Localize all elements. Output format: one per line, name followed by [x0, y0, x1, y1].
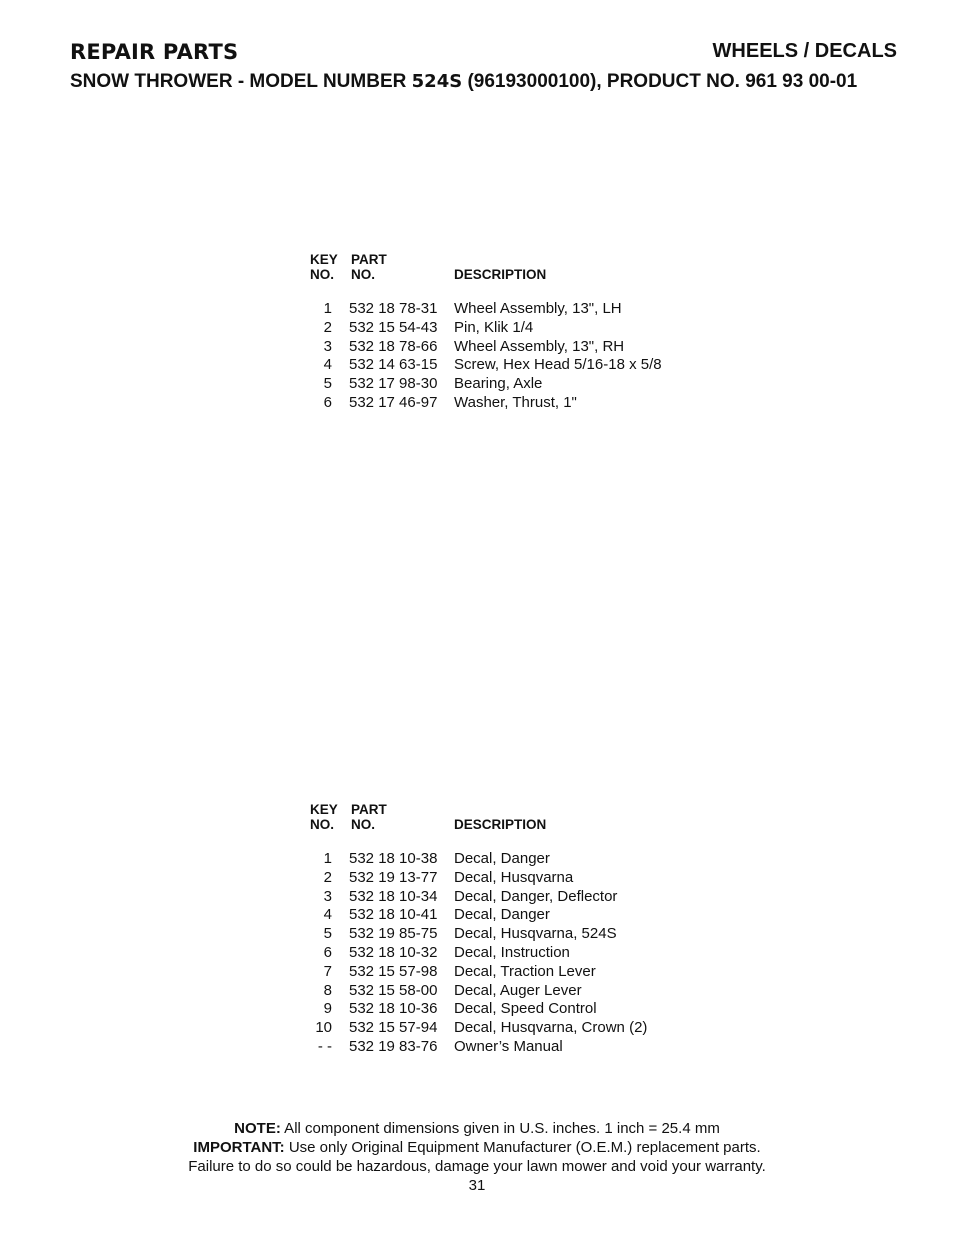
- page-topic: WHEELS / DECALS: [712, 40, 897, 62]
- description-header: DESCRIPTION: [454, 267, 547, 282]
- part-description: Decal, Danger, Deflector: [454, 887, 618, 905]
- note-text: All component dimensions given in U.S. inches. 1 inch = 25.4 mm: [280, 1120, 720, 1137]
- part-description: Decal, Auger Lever: [454, 981, 582, 999]
- table-row: [306, 319, 706, 338]
- decals-parts-table: [306, 802, 706, 1057]
- key-number: 5: [323, 925, 332, 943]
- part-number: 532 18 78-66: [349, 337, 438, 355]
- key-number: 10: [315, 1019, 332, 1037]
- note-label: NOTE:: [234, 1120, 281, 1137]
- model-number: 524S: [411, 71, 463, 92]
- table-row: [306, 944, 706, 963]
- key-number: 8: [323, 981, 332, 999]
- key-number: 3: [323, 887, 332, 905]
- table-row: [306, 1019, 706, 1038]
- description-header: DESCRIPTION: [454, 817, 547, 832]
- part-description: Decal, Husqvarna: [454, 868, 574, 886]
- part-no-header: PART NO.: [351, 802, 387, 832]
- part-number: 532 19 83-76: [349, 1037, 438, 1055]
- table-row: [306, 850, 706, 869]
- page-number: 31: [468, 1177, 486, 1194]
- model-subtitle: [70, 71, 857, 93]
- part-number: 532 17 46-97: [349, 393, 438, 411]
- part-description: Bearing, Axle: [454, 375, 543, 393]
- key-number: 5: [323, 375, 332, 393]
- table-row: [306, 375, 706, 394]
- part-description: Decal, Speed Control: [454, 1000, 597, 1018]
- table-row: [306, 869, 706, 888]
- key-number: 2: [323, 318, 332, 336]
- part-no-header: PART NO.: [351, 252, 387, 282]
- decals-rows: [306, 850, 706, 1057]
- key-no-header: KEY NO.: [310, 802, 338, 832]
- part-description: Wheel Assembly, 13", LH: [454, 300, 622, 317]
- note-line: [0, 1119, 954, 1138]
- table-row: [306, 338, 706, 357]
- table-row: [306, 963, 706, 982]
- part-number: 532 15 57-98: [349, 962, 438, 980]
- part-description: Wheel Assembly, 13", RH: [454, 337, 625, 355]
- part-number: 532 18 10-36: [349, 1000, 438, 1018]
- part-number: 532 14 63-15: [349, 356, 438, 374]
- key-number: 3: [323, 337, 332, 355]
- part-description: Decal, Danger: [454, 906, 550, 924]
- part-description: Pin, Klik 1/4: [454, 318, 534, 336]
- key-number: 1: [323, 850, 332, 867]
- part-number: 532 15 57-94: [349, 1019, 438, 1037]
- important-text: Use only Original Equipment Manufacturer (O.E.M.) replacement parts.: [284, 1139, 761, 1156]
- table-row: [306, 982, 706, 1001]
- key-number: 7: [323, 962, 332, 980]
- key-number: 1: [323, 300, 332, 317]
- table-row: [306, 925, 706, 944]
- part-description: Decal, Husqvarna, Crown (2): [454, 1019, 648, 1037]
- part-number: 532 18 78-31: [349, 300, 438, 317]
- key-number: - -: [317, 1037, 332, 1055]
- table-row: [306, 300, 706, 319]
- subtitle-prefix: SNOW THROWER - MODEL NUMBER: [70, 71, 412, 92]
- table-row: [306, 1000, 706, 1019]
- table-row: [306, 356, 706, 375]
- key-number: 4: [323, 356, 332, 374]
- footer-notes: [0, 1119, 954, 1195]
- wheels-rows: [306, 300, 706, 413]
- part-description: Decal, Husqvarna, 524S: [454, 925, 617, 943]
- section-title: REPAIR PARTS: [70, 40, 239, 64]
- table-row: [306, 1038, 706, 1057]
- table-row: [306, 888, 706, 907]
- part-description: Screw, Hex Head 5/16-18 x 5/8: [454, 356, 662, 374]
- key-number: 6: [323, 943, 332, 961]
- part-description: Decal, Danger: [454, 850, 550, 867]
- part-description: Washer, Thrust, 1": [454, 393, 577, 411]
- part-number: 532 17 98-30: [349, 375, 438, 393]
- part-number: 532 18 10-41: [349, 906, 438, 924]
- important-label: IMPORTANT:: [193, 1139, 285, 1156]
- subtitle-suffix: (96193000100), PRODUCT NO. 961 93 00-01: [462, 71, 858, 92]
- warning-line: Failure to do so could be hazardous, damage your lawn mower and void your warranty.: [188, 1158, 766, 1175]
- part-number: 532 18 10-34: [349, 887, 438, 905]
- part-number: 532 19 85-75: [349, 925, 438, 943]
- part-description: Decal, Traction Lever: [454, 962, 596, 980]
- wheels-parts-table: [306, 252, 706, 413]
- key-number: 2: [323, 868, 332, 886]
- key-no-header: KEY NO.: [310, 252, 338, 282]
- table-header: [306, 802, 706, 836]
- part-number: 532 19 13-77: [349, 868, 438, 886]
- part-description: Decal, Instruction: [454, 943, 570, 961]
- important-line: [0, 1138, 954, 1157]
- table-row: [306, 906, 706, 925]
- part-number: 532 15 54-43: [349, 318, 438, 336]
- part-number: 532 18 10-38: [349, 850, 438, 867]
- part-number: 532 15 58-00: [349, 981, 438, 999]
- table-row: [306, 394, 706, 413]
- key-number: 6: [323, 393, 332, 411]
- part-description: Owner’s Manual: [454, 1037, 563, 1055]
- part-number: 532 18 10-32: [349, 943, 438, 961]
- key-number: 9: [323, 1000, 332, 1018]
- table-header: [306, 252, 706, 286]
- key-number: 4: [323, 906, 332, 924]
